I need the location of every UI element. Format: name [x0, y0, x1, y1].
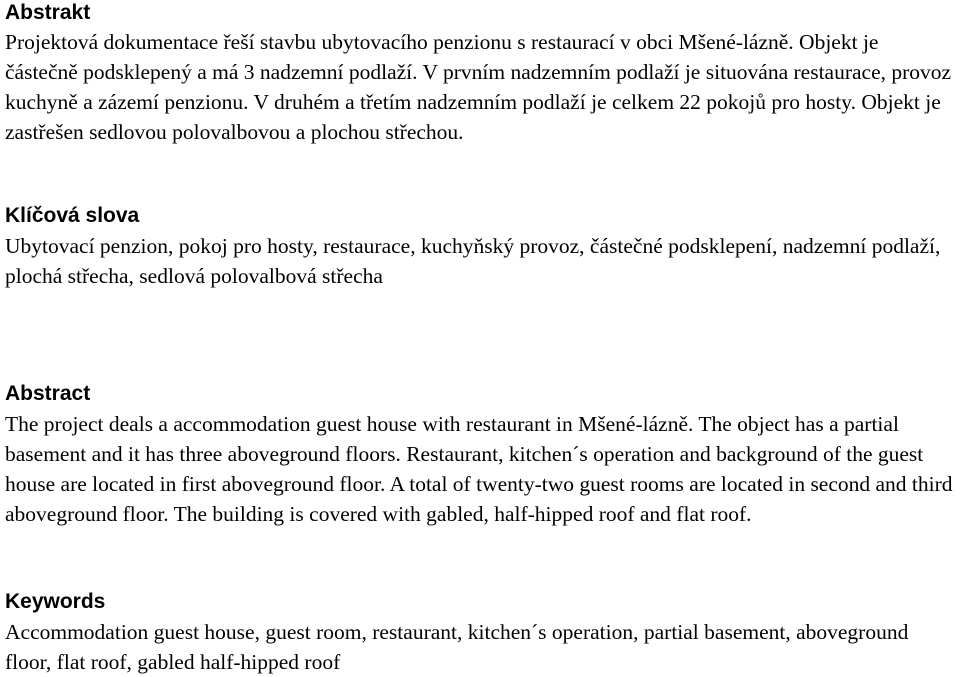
abstrakt-text: Projektová dokumentace řeší stavbu ubytovacího penzionu s restaurací v obci Mšené-lázně. Objekt je částečně podsklepený a má 3 nadzemní podlaží. V prvním nadzemním podlaží je situována restaurace, provoz kuchyně a zázemí penzionu. V druhém a třetím nadzemním podlaží je celkem 22 pokojů pro hosty. Objekt je zastřešen sedlovou polovalbovou a plochou střechou.: [5, 30, 952, 144]
keywords-section: [5, 589, 955, 677]
keywords-text: Accommodation guest house, guest room, restaurant, kitchen´s operation, partial basement, aboveground floor, flat roof, gabled half-hipped roof: [5, 620, 909, 674]
klicova-slova-heading: Klíčová slova: [5, 204, 140, 227]
abstrakt-section: [5, 0, 955, 147]
klicova-slova-text: Ubytovací penzion, pokoj pro hosty, restaurace, kuchyňský provoz, částečné podsklepení, nadzemní podlaží, plochá střecha, sedlová polovalbová střecha: [5, 234, 941, 288]
abstract-heading: Abstract: [5, 382, 91, 405]
abstrakt-heading: Abstrakt: [5, 1, 91, 24]
abstract-section: [5, 381, 955, 529]
abstract-text: The project deals a accommodation guest house with restaurant in Mšené-lázně. The object has a partial basement and it has three aboveground floors. Restaurant, kitchen´s operation and background of the guest house are located in first aboveground floor. A total of twenty-two guest rooms are located in second and third aboveground floor. The building is covered with gabled, half-hipped roof and flat roof.: [5, 412, 953, 526]
keywords-heading: Keywords: [5, 590, 106, 613]
klicova-slova-section: [5, 203, 955, 291]
